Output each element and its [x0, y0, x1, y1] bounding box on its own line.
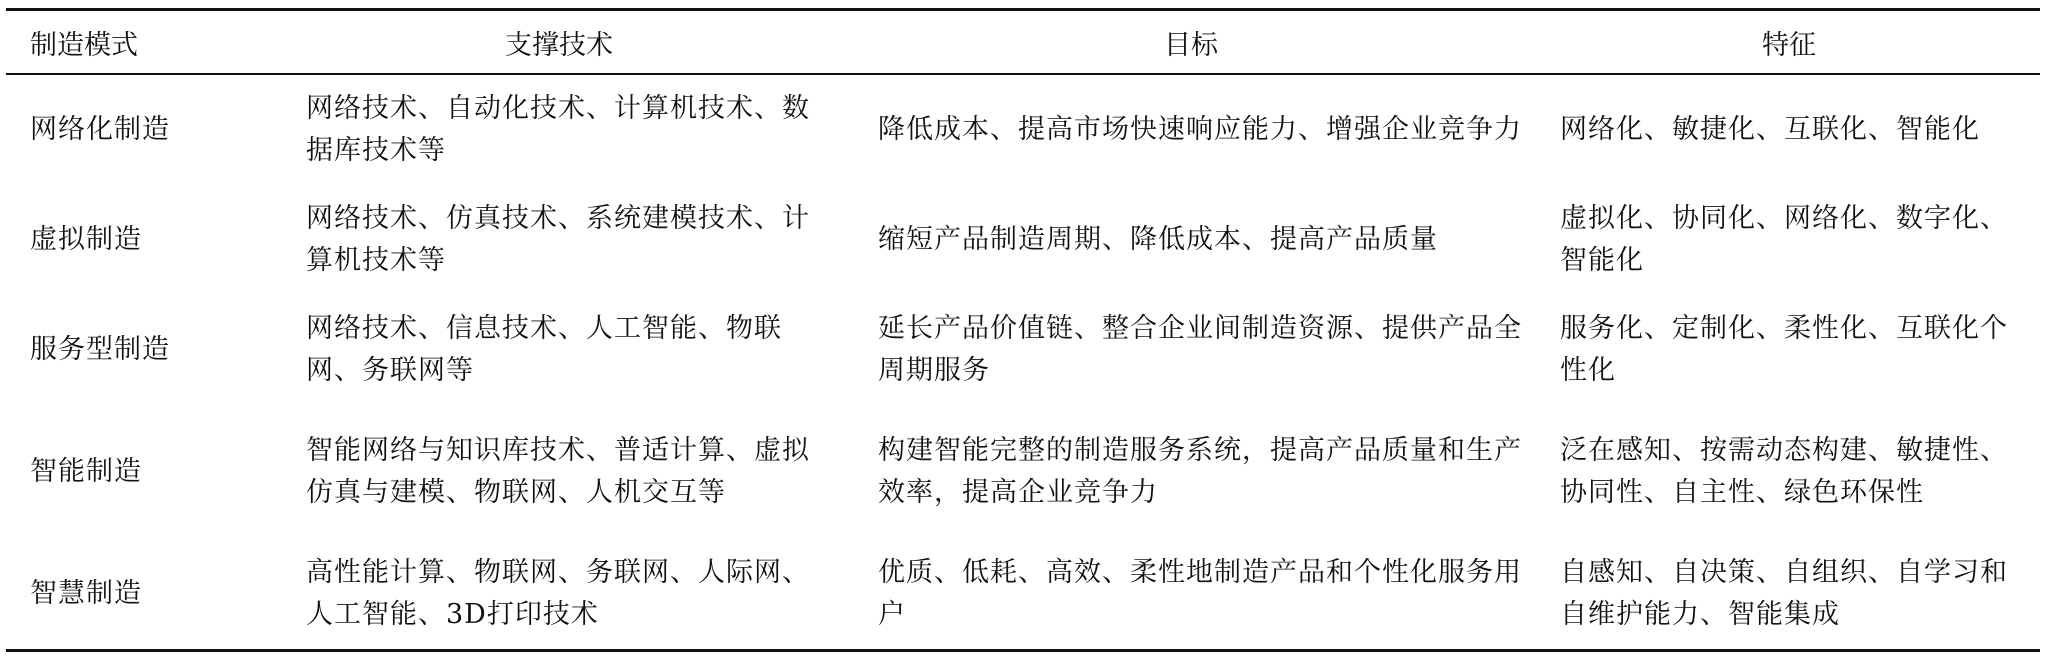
- header-goal: 目标: [1164, 29, 1218, 61]
- cell-goal: 降低成本、提高市场快速响应能力、增强企业竞争力: [878, 114, 1522, 145]
- table-row: [6, 539, 2040, 651]
- cell-mode: 服务型制造: [30, 334, 170, 365]
- manufacturing-mode-table: [6, 8, 2040, 652]
- cell-tech: 网络技术、自动化技术、计算机技术、数据库技术等: [306, 93, 810, 166]
- cell-tech: 高性能计算、物联网、务联网、人际网、人工智能、3D打印技术: [306, 557, 810, 630]
- cell-mode: 虚拟制造: [30, 224, 142, 255]
- table-body: [6, 74, 2040, 651]
- cell-goal: 构建智能完整的制造服务系统，提高产品质量和生产效率，提高企业竞争力: [878, 435, 1522, 508]
- cell-goal: 缩短产品制造周期、降低成本、提高产品质量: [878, 224, 1438, 255]
- header-mode: 制造模式: [30, 29, 138, 61]
- cell-mode: 网络化制造: [30, 114, 170, 145]
- cell-tech: 智能网络与知识库技术、普适计算、虚拟仿真与建模、物联网、人机交互等: [306, 435, 810, 508]
- table-row: [6, 74, 2040, 185]
- cell-feature: 泛在感知、按需动态构建、敏捷性、协同性、自主性、绿色环保性: [1560, 435, 2008, 508]
- table-header: [6, 10, 2040, 75]
- table-row: [6, 405, 2040, 539]
- cell-feature: 自感知、自决策、自组织、自学习和自维护能力、智能集成: [1560, 557, 2008, 630]
- cell-goal: 优质、低耗、高效、柔性地制造产品和个性化服务用户: [878, 557, 1522, 630]
- header-tech: 支撑技术: [505, 29, 613, 61]
- cell-feature: 虚拟化、协同化、网络化、数字化、智能化: [1560, 203, 2008, 276]
- cell-feature: 服务化、定制化、柔性化、互联化个性化: [1560, 313, 2008, 386]
- cell-tech: 网络技术、信息技术、人工智能、物联网、务联网等: [306, 313, 782, 386]
- table-row: [6, 295, 2040, 405]
- cell-feature: 网络化、敏捷化、互联化、智能化: [1560, 114, 1980, 145]
- cell-goal: 延长产品价值链、整合企业间制造资源、提供产品全周期服务: [878, 313, 1522, 386]
- cell-mode: 智慧制造: [30, 578, 142, 609]
- table-row: [6, 185, 2040, 295]
- cell-mode: 智能制造: [30, 456, 142, 487]
- header-feature: 特征: [1762, 29, 1816, 61]
- header-row: [6, 10, 2040, 75]
- cell-tech: 网络技术、仿真技术、系统建模技术、计算机技术等: [306, 203, 810, 276]
